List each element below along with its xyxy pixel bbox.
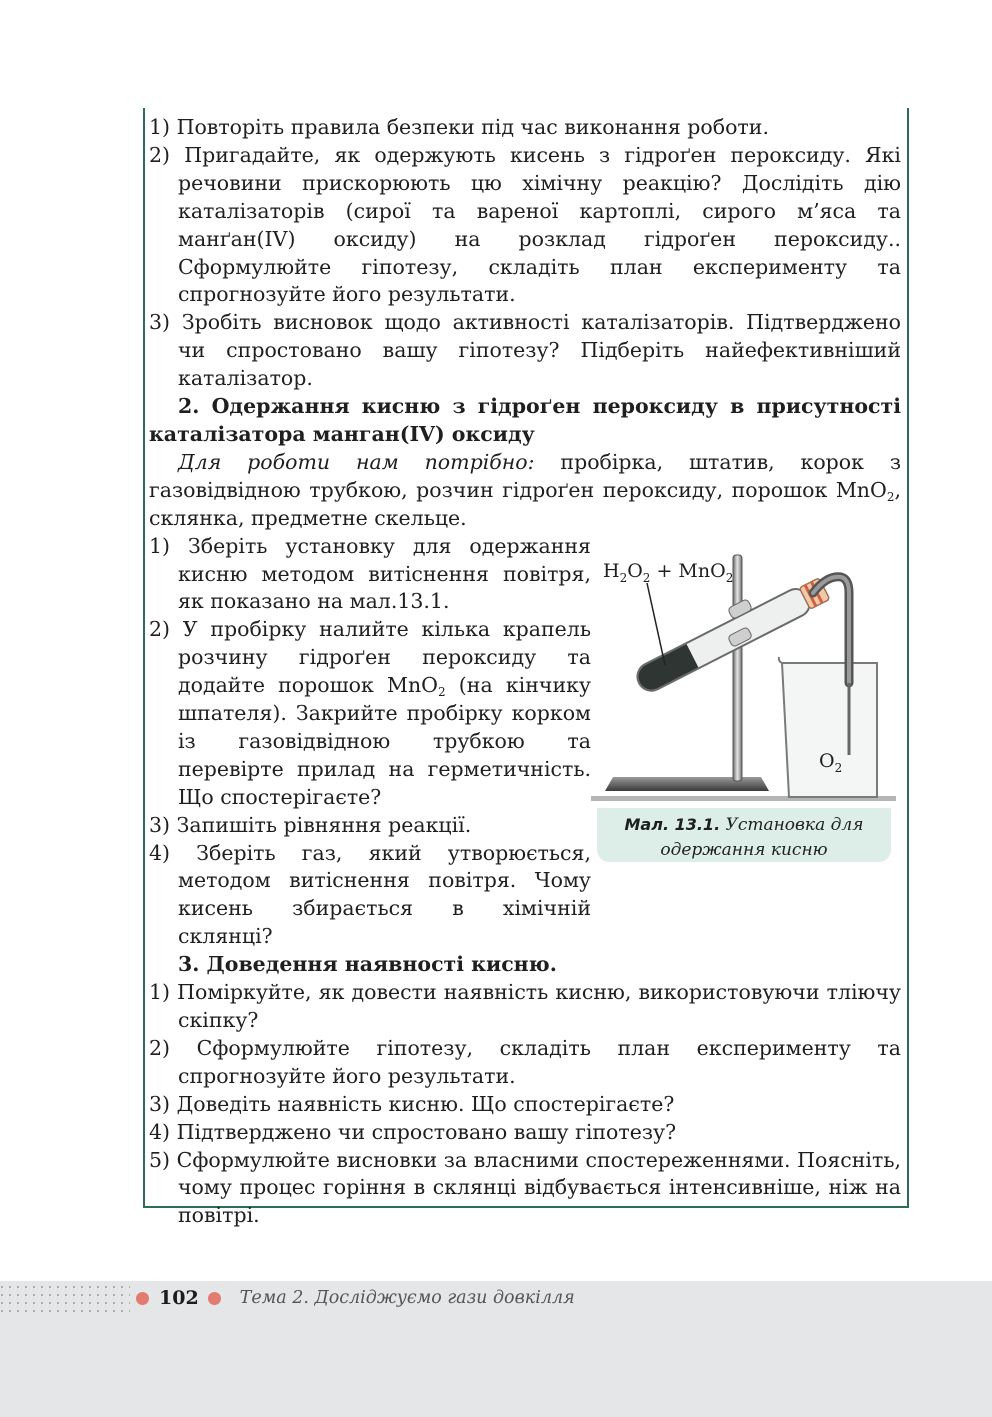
list-item: 2) Пригадайте, як одержують кисень з гідроґен пероксиду. Які речовини прискорюють цю хімічну реакцію? Дослідіть дію каталізаторів (сирої та вареної картоплі, сирого м’яса та манґан(IV) оксиду) на розклад гідроґен пероксиду.. Сформулюйте гіпотезу, складіть план експерименту та спрогнозуйте його результати.	[149, 142, 901, 307]
stand-rod	[733, 555, 742, 781]
page-number-row	[136, 1286, 575, 1310]
list-item: 3) Зробіть висновок щодо активності каталізаторів. Підтверджено чи спростовано вашу гіпотезу? Підберіть найефективніший каталізатор.	[149, 310, 901, 391]
list-item: 2) Сформулюйте гіпотезу, складіть план експерименту та спрогнозуйте його результати.	[149, 1035, 901, 1088]
list-item: 1) Зберіть установку для одержання кисню методом витіснення повітря, як показано на мал.13.1.	[149, 533, 591, 614]
page-number: 102	[159, 1287, 199, 1309]
figure-caption: Мал. 13.1. Установка для одержання кисню	[597, 808, 891, 862]
bullet-icon	[136, 1292, 149, 1305]
section-heading: 3. Доведення наявності кисню.	[178, 952, 557, 977]
section-heading: 2. Одержання кисню з гідроґен пероксиду в присутності каталізатора манган(IV) оксиду	[149, 394, 901, 446]
lab-work-content	[149, 114, 901, 1230]
stand-base	[605, 777, 769, 791]
list-item: 5) Сформулюйте висновки за власними спостереженнями. Поясніть, чому процес горіння в склянці відбувається інтенсивніше, ніж на повітрі.	[149, 1147, 901, 1228]
topic-title: Тема 2. Досліджуємо гази довкілля	[239, 1288, 575, 1308]
list-item: 3) Запишіть рівняння реакції.	[149, 812, 472, 837]
list-item: 4) Зберіть газ, який утворюється, методом витіснення повітря. Чому кисень збирається в хімічній склянці?	[149, 840, 591, 949]
list-item: 1) Поміркуйте, як довести наявність кисню, використовуючи тліючу скіпку?	[149, 980, 901, 1032]
reagents-label: $H_2O_2 + MnO_2$	[603, 559, 734, 585]
lab-apparatus-illustration	[591, 533, 901, 813]
beaker	[779, 657, 877, 797]
list-item: 2) У пробірку налийте кілька крапель розчину гідроґен пероксиду та додайте порошок MnO$_2$ (на кінчику шпателя). Закрийте пробірку корком із газовідвідною трубкою та перевірте прилад на герметичність. Що спостерігаєте?	[149, 617, 591, 809]
materials-paragraph: Для роботи нам потрібно: пробірка, штатив, корок з газовідвідною трубкою, розчин гідроґен пероксиду, порошок MnO$_2$, склянка, предметне скельце.	[149, 449, 902, 530]
dot-pattern	[0, 1285, 130, 1315]
list-item: 4) Підтверджено чи спростовано вашу гіпотезу?	[149, 1119, 677, 1144]
label-pointer	[647, 583, 665, 665]
bullet-icon	[208, 1292, 221, 1305]
figure-13-1	[591, 533, 901, 952]
list-item: 1) Повторіть правила безпеки під час виконання роботи.	[149, 115, 769, 139]
gas-label: $O_2$	[819, 749, 843, 775]
list-item: 3) Доведіть наявність кисню. Що спостерігаєте?	[149, 1091, 675, 1116]
